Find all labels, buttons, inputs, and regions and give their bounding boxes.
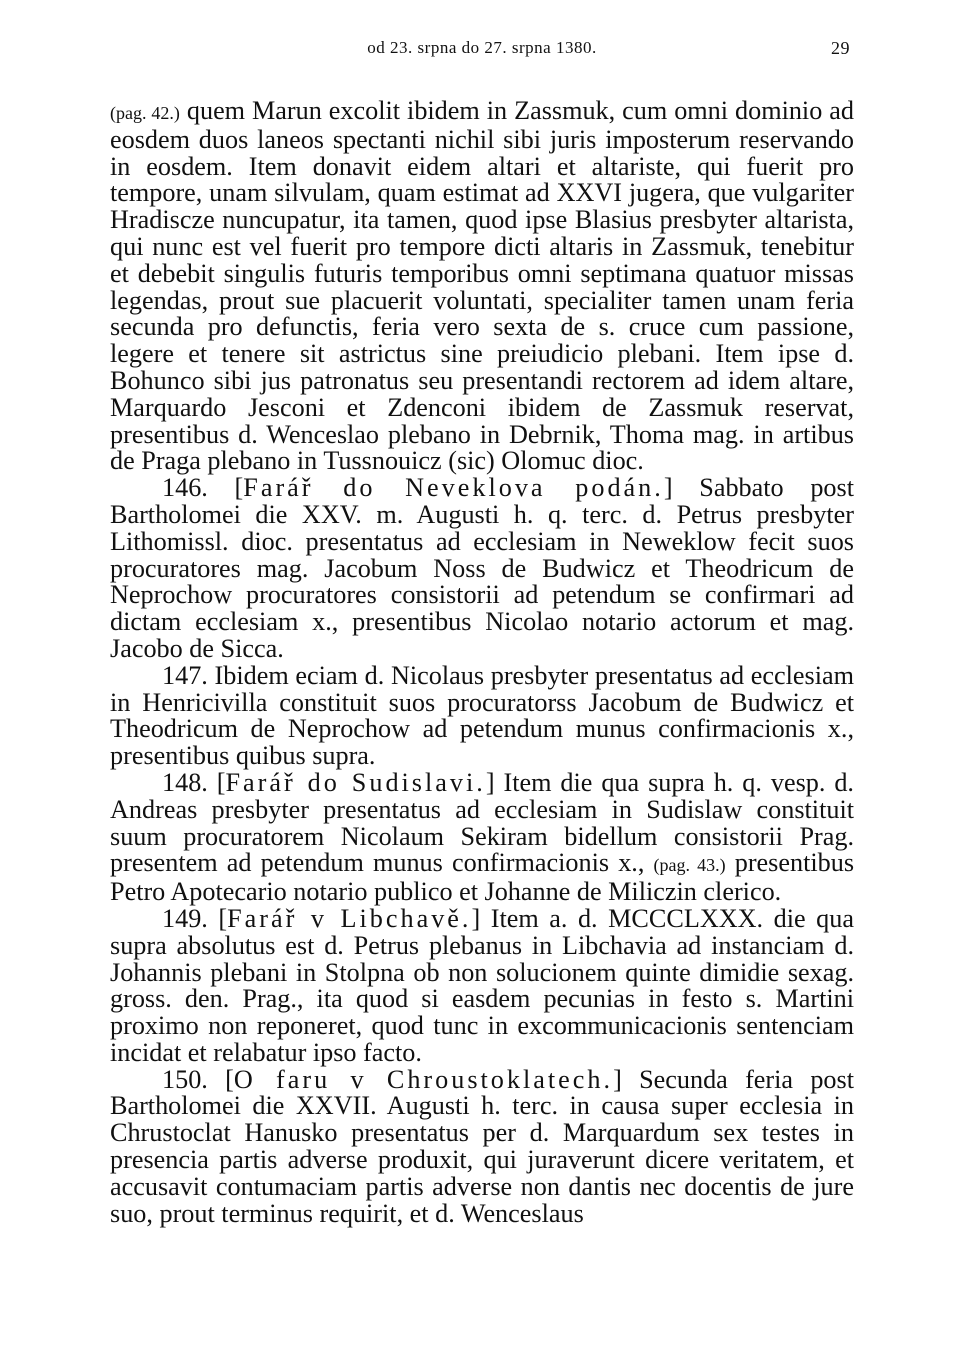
entry-text: ] Sabbato post Bartholomei die XXV. m. Augusti h. q. terc. d. Petrus presbyter Lithomissl. dioc. presentatus ad ecclesiam in Neweklow fecit suos procuratores mag. Jacobum Noss de Budwicz et Theodricum de Neprochow procuratores consistorii ad petendum se confirmari ad dictam ecclesiam x., presentibus Nicolao notario actorum et mag. Jacobo de Sicca. xyxy=(110,473,854,663)
entry-heading: Farář v Libchavě. xyxy=(227,903,472,933)
entry-text: ] Item die qua supra h. q. vesp. d. Andreas presbyter presentatus ad ecclesiam in Sudislaw constituit suum procuratorem Nicolaum Sekiram bidellum consistorii Prag. presentem ad petendum munus confirmacionis x., xyxy=(110,767,854,878)
body-text xyxy=(110,98,854,1227)
entry-number: 146. [ xyxy=(162,473,244,503)
entry-147 xyxy=(110,660,854,771)
entry-146 xyxy=(110,475,854,663)
page-reference: (pag. 43.) xyxy=(653,855,726,876)
entry-text-continued: presentibus Petro Apotecario notario publico et Johanne de Miliczin clerico. xyxy=(110,848,855,907)
entry-text: 147. Ibidem eciam d. Nicolaus presbyter presentatus ad ecclesiam in Henricivilla constituit suos procuratorss Jacobum de Budwicz et Theodricum de Neprochow ad petendum munus confirmacionis x., presentibus quibus supra. xyxy=(110,660,854,771)
entry-150 xyxy=(110,1064,854,1228)
running-head: od 23. srpna do 27. srpna 1380. xyxy=(367,38,597,57)
page-reference: (pag. 42.) xyxy=(110,103,180,123)
entry-heading: O faru v Chroustoklatech. xyxy=(233,1064,614,1094)
entry-number: 148. [ xyxy=(162,767,226,797)
entry-number: 149. [ xyxy=(162,903,228,933)
page-number: 29 xyxy=(831,38,850,58)
entry-149 xyxy=(110,903,854,1067)
entry-number: 150. [ xyxy=(162,1064,234,1094)
entry-text: ] Secunda feria post Bartholomei die XXVII. Augusti h. terc. in causa super ecclesia in Chrustoclat Hanusko presentatus per d. Marquardum sex testes in presencia partis adverse produxit, qui juraverunt dicere veritatem, et accusavit contumaciam partis adverse non dantis nec docentis de jure suo, prout terminus requirit, et d. Wenceslaus xyxy=(110,1064,854,1228)
paragraph-text: quem Marun excolit ibidem in Zassmuk, cum omni dominio ad eosdem duos laneos spectanti nichil sibi juris imposterum reservando in eosdem. Item donavit eidem altari et altariste, qui fuerit pro tempore, unam silvulam, quam estimat ad XXVI jugera, que vulgariter Hradiscze nuncupatur, ita tamen, quod ipse Blasius presbyter altarista, qui nunc est vel fuerit pro tempore dicti altaris in Zassmuk, tenebitur et debebit singulis futuris temporibus omni septimana quatuor missas legendas, prout sue placuerit voluntati, specialiter tamen unam feria secunda pro defunctis, feria vero sexta de s. cruce cum passione, legere et tenere sit astrictus sine preiudicio plebani. Item ipse d. Bohunco sibi jus patronatus seu presentandi rectorem ad idem altare, Marquardo Jesconi et Zdenconi ibidem de Zassmuk reservat, presentibus d. Wenceslao plebano in Debrnik, Thoma mag. in artibus de Praga plebano in Tussnouicz (sic) Olomuc dioc. xyxy=(110,96,854,476)
entry-heading: Farář do Sudislavi. xyxy=(225,767,486,797)
paragraph-continuation xyxy=(110,98,854,475)
entry-148 xyxy=(110,767,855,907)
entry-heading: Farář do Neveklova podán. xyxy=(243,473,664,503)
entry-text: ] Item a. d. MCCCLXXX. die qua supra absolutus est d. Petrus plebanus in Libchavia ad instanciam d. Johannis plebani in Stolpna ob non solucionem quinte dimidie sexag. gross. den. Prag., ita quod si easdem pecunias in festo s. Martini proximo non reponeret, quod tunc in excommunicacionis sentenciam incidat et relabatur ipso facto. xyxy=(110,903,854,1067)
page-header xyxy=(110,38,854,64)
